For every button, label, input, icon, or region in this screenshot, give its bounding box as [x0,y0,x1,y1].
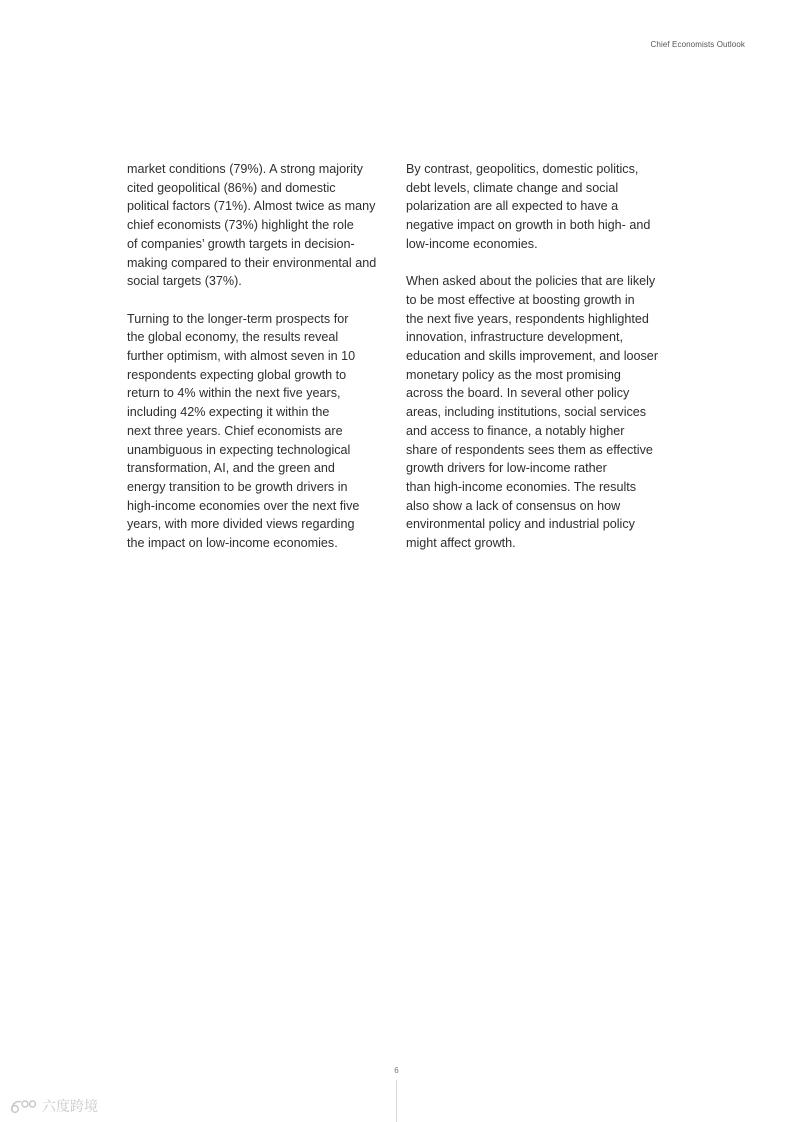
watermark-text: 六度跨境 [42,1098,98,1114]
text-line: high-income economies over the next five [127,498,360,513]
watermark-logo-icon [8,1097,38,1115]
right-paragraph-2 [406,272,668,553]
text-line: education and skills improvement, and looser [406,349,659,364]
text-line: unambiguous in expecting technological [127,442,351,457]
text-line: low-income economies. [406,236,538,251]
left-paragraph-2 [127,310,389,553]
paragraph-gap [406,254,668,273]
text-line: further optimism, with almost seven in 10 [127,349,356,364]
text-line: When asked about the policies that are likely [406,274,656,289]
text-line: the impact on low-income economies. [127,536,338,551]
text-line: Turning to the longer-term prospects for [127,311,349,326]
text-line: next three years. Chief economists are [127,423,343,438]
paragraph-gap [127,291,389,310]
watermark [8,1096,98,1116]
text-line: chief economists (73%) highlight the role [127,218,354,233]
text-line: the global economy, the results reveal [127,330,339,345]
text-line: share of respondents sees them as effective [406,442,653,457]
right-column [406,160,668,553]
running-header: Chief Economists Outlook [650,40,745,49]
text-line: transformation, AI, and the green and [127,461,335,476]
left-column [127,160,389,553]
text-line: the next five years, respondents highlighted [406,311,649,326]
text-line: including 42% expecting it within the [127,405,330,420]
text-line: also show a lack of consensus on how [406,498,621,513]
footer-divider [396,1080,397,1122]
text-line: across the board. In several other policy [406,386,630,401]
text-line: years, with more divided views regarding [127,517,355,532]
text-line: growth drivers for low-income rather [406,461,607,476]
left-paragraph-1 [127,160,389,291]
text-line: return to 4% within the next five years, [127,386,341,401]
text-line: respondents expecting global growth to [127,367,347,382]
text-line: might affect growth. [406,536,516,551]
text-line: monetary policy as the most promising [406,367,621,382]
text-line: By contrast, geopolitics, domestic politics, [406,162,639,176]
text-line: energy transition to be growth drivers in [127,479,348,494]
text-line: and access to finance, a notably higher [406,423,625,438]
right-paragraph-1 [406,160,668,254]
text-line: environmental policy and industrial policy [406,517,635,532]
text-line: social targets (37%). [127,274,242,289]
text-line: innovation, infrastructure development, [406,330,624,345]
text-line: to be most effective at boosting growth in [406,292,635,307]
text-line: of companies’ growth targets in decision- [127,236,355,251]
text-line: market conditions (79%). A strong majority [127,162,363,176]
text-line: polarization are all expected to have a [406,199,619,214]
text-line: areas, including institutions, social services [406,405,647,420]
text-line: than high-income economies. The results [406,479,637,494]
text-line: cited geopolitical (86%) and domestic [127,180,336,195]
page-number: 6 [394,1066,399,1075]
text-line: negative impact on growth in both high- and [406,218,651,233]
text-line: political factors (71%). Almost twice as many [127,199,376,214]
text-line: debt levels, climate change and social [406,180,619,195]
text-line: making compared to their environmental and [127,255,377,270]
